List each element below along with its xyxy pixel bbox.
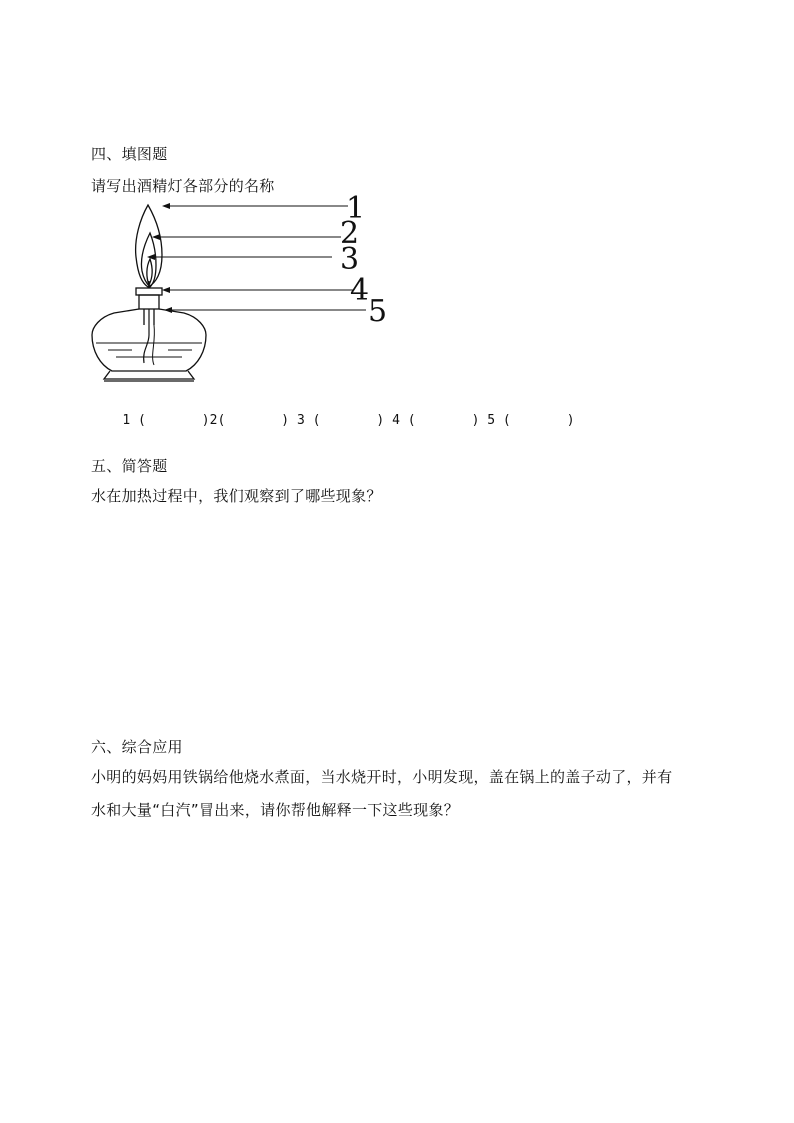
blank-number: 3 (296, 413, 305, 428)
section6-question-line1: 小明的妈妈用铁锅给他烧水煮面，当水烧开时，小明发现，盖在锅上的盖子动了，并有 (91, 768, 673, 786)
section6-question-line2: 水和大量“白汽”冒出来，请你帮他解释一下这些现象？ (91, 801, 460, 819)
inner-flame-shape (141, 233, 156, 287)
answer-blank-4[interactable]: 4 ( ) (392, 413, 480, 428)
blank-number: 1 (122, 413, 131, 428)
section6-title: 六、综合应用 (91, 738, 183, 756)
diagram-label-4: 4 (350, 273, 370, 308)
diagram-label-1: 1 (346, 195, 366, 226)
blank-number: 2 (209, 413, 218, 428)
answer-blank-2[interactable]: 2( ) (209, 413, 290, 428)
outer-flame-shape (136, 205, 162, 287)
answer-blanks-row (91, 394, 575, 448)
answer-blank-5[interactable]: 5 ( ) (487, 413, 575, 428)
section5-title: 五、简答题 (91, 457, 168, 475)
section4-title: 四、填图题 (91, 145, 168, 163)
blank-number: 5 (487, 413, 496, 428)
section5-question: 水在加热过程中，我们观察到了哪些现象？ (91, 487, 382, 505)
wick-holder-shape (136, 288, 162, 295)
section4-prompt: 请写出酒精灯各部分的名称 (91, 177, 275, 195)
diagram-label-3: 3 (340, 242, 360, 277)
diagram-label-5: 5 (368, 294, 388, 329)
diagram-label-2: 2 (340, 216, 360, 251)
answer-blank-1[interactable]: 1 ( ) (122, 413, 210, 428)
alcohol-lamp-diagram (86, 195, 396, 390)
blank-number: 4 (392, 413, 400, 428)
answer-blank-3[interactable]: 3 ( ) (296, 413, 385, 428)
